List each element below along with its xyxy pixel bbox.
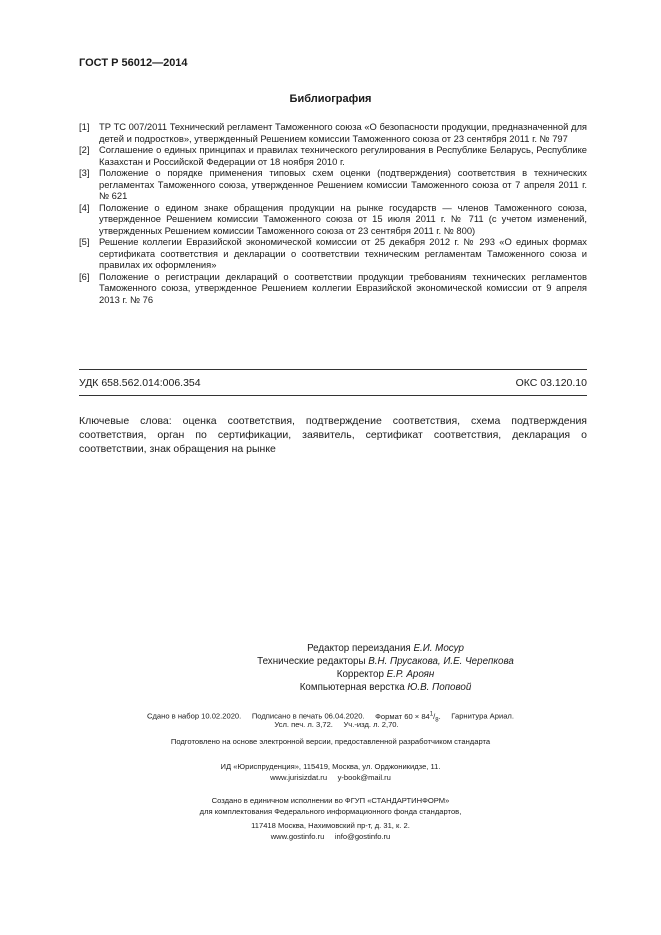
typeface: Гарнитура Ариал. — [451, 711, 514, 721]
keywords: Ключевые слова: оценка соответствия, подтверждение соответствия, схема подтверждения соответствия, орган по сертификации, заявитель, сертификат соответствия, декларация о соответствии, знак обращения на рынке — [79, 415, 587, 455]
producer-address: 117418 Москва, Нахимовский пр-т, д. 31, к. 2. — [251, 821, 410, 830]
ref-text: Положение о едином знаке обращения продукции на рынке государств — членов Таможенного союза, утвержденное Решением комиссии Таможенного союза от 15 июля 2011 г. № 711 (с учетом изменений, утвержденных Решением комиссии Таможенного союза от 23 сентября 2011 г. № 800) — [99, 201, 587, 236]
credits-block — [0, 642, 661, 694]
print-sheets: Усл. печ. л. 3,72. — [274, 720, 333, 729]
credit-role: Корректор — [336, 669, 384, 680]
prepared-note: Подготовлено на основе электронной версии, предоставленной разработчиком стандарта — [170, 737, 491, 746]
credit-editor — [0, 642, 661, 655]
publisher-sheets: Уч.-изд. л. 2,70. — [343, 720, 399, 729]
list-item — [79, 236, 587, 271]
list-item — [79, 167, 587, 202]
ref-number: [4] — [79, 201, 90, 213]
list-item — [79, 121, 587, 144]
credit-role: Технические редакторы — [257, 656, 366, 667]
publisher-address: ИД «Юриспруденция», 115419, Москва, ул. Орджоникидзе, 11. — [220, 762, 441, 771]
ref-text: ТР ТС 007/2011 Технический регламент Таможенного союза «О безопасности продукции, предназначенной для детей и подростков», утвержденный Решением комиссии Таможенного союза от 23 сентября 2011 г. № 797 — [99, 121, 587, 144]
list-item — [79, 271, 587, 306]
credit-role: Редактор переиздания — [307, 643, 411, 654]
ref-number: [3] — [79, 167, 90, 178]
producer-line2: для комплектования Федерального информационного фонда стандартов, — [199, 807, 462, 816]
print-info-line2 — [0, 720, 661, 731]
standard-id: ГОСТ Р 56012—2014 — [79, 57, 188, 69]
producer-contacts — [0, 832, 661, 843]
udk-code: УДК 658.562.014:006.354 — [79, 377, 201, 389]
credit-names: Е.Р. Ароян — [386, 669, 435, 680]
list-item — [79, 144, 587, 167]
ref-number: [2] — [79, 144, 90, 155]
credit-tech-editors — [0, 655, 661, 668]
ref-text: Решение коллегии Евразийской экономической комиссии от 25 декабря 2012 г. № 293 «О единых формах сертификата соответствия и декларации о соответствии техническим регламентам Таможенного союза и правилах их оформления» — [99, 236, 587, 270]
credit-names: Е.И. Мосур — [413, 643, 464, 654]
bibliography-list — [79, 121, 587, 305]
oks-code: ОКС 03.120.10 — [515, 377, 587, 389]
signed-date: Подписано в печать 06.04.2020. — [251, 711, 365, 721]
credit-role: Компьютерная верстка — [299, 682, 405, 693]
ref-text: Положение о регистрации деклараций о соответствии продукции требованиям технических регламентов Таможенного союза, утвержденное Решением коллегии Евразийской экономической комиссии от 9 апреля 2013 г. № 76 — [99, 270, 587, 305]
credit-corrector — [0, 668, 661, 681]
publisher-contacts — [0, 773, 661, 784]
bottom-divider — [79, 395, 587, 396]
bibliography-title: Библиография — [289, 93, 372, 105]
publisher-email-link[interactable]: y-book@mail.ru — [337, 773, 391, 782]
ref-text: Положение о порядке применения типовых схем оценки (подтверждения) соответствия в технических регламентах Таможенного союза, утвержденное Решением комиссии Таможенного союза от 7 апреля 2011 г. № 621 — [99, 167, 587, 201]
ref-number: [6] — [79, 270, 90, 282]
producer-line1: Создано в единичном исполнении во ФГУП «СТАНДАРТИНФОРМ» — [211, 796, 450, 805]
typeset-date: Сдано в набор 10.02.2020. — [147, 711, 242, 721]
list-item — [79, 202, 587, 237]
credit-names: В.Н. Прусакова, И.Е. Черепкова — [368, 656, 514, 667]
format: Формат $60 \times 84^1/_8$. — [375, 711, 441, 724]
ref-number: [5] — [79, 236, 90, 247]
publisher-site-link[interactable]: www.jurisizdat.ru — [270, 773, 328, 782]
producer-email-link[interactable]: info@gostinfo.ru — [334, 832, 391, 841]
ref-number: [1] — [79, 121, 90, 132]
credit-layout — [0, 681, 661, 694]
producer-site-link[interactable]: www.gostinfo.ru — [270, 832, 325, 841]
ref-text: Соглашение о единых принципах и правилах технического регулирования в Республике Беларусь, Республике Казахстан и Российской Федерации от 18 ноября 2010 г. — [99, 144, 587, 167]
top-divider — [79, 369, 587, 370]
credit-names: Ю.В. Поповой — [407, 682, 472, 693]
